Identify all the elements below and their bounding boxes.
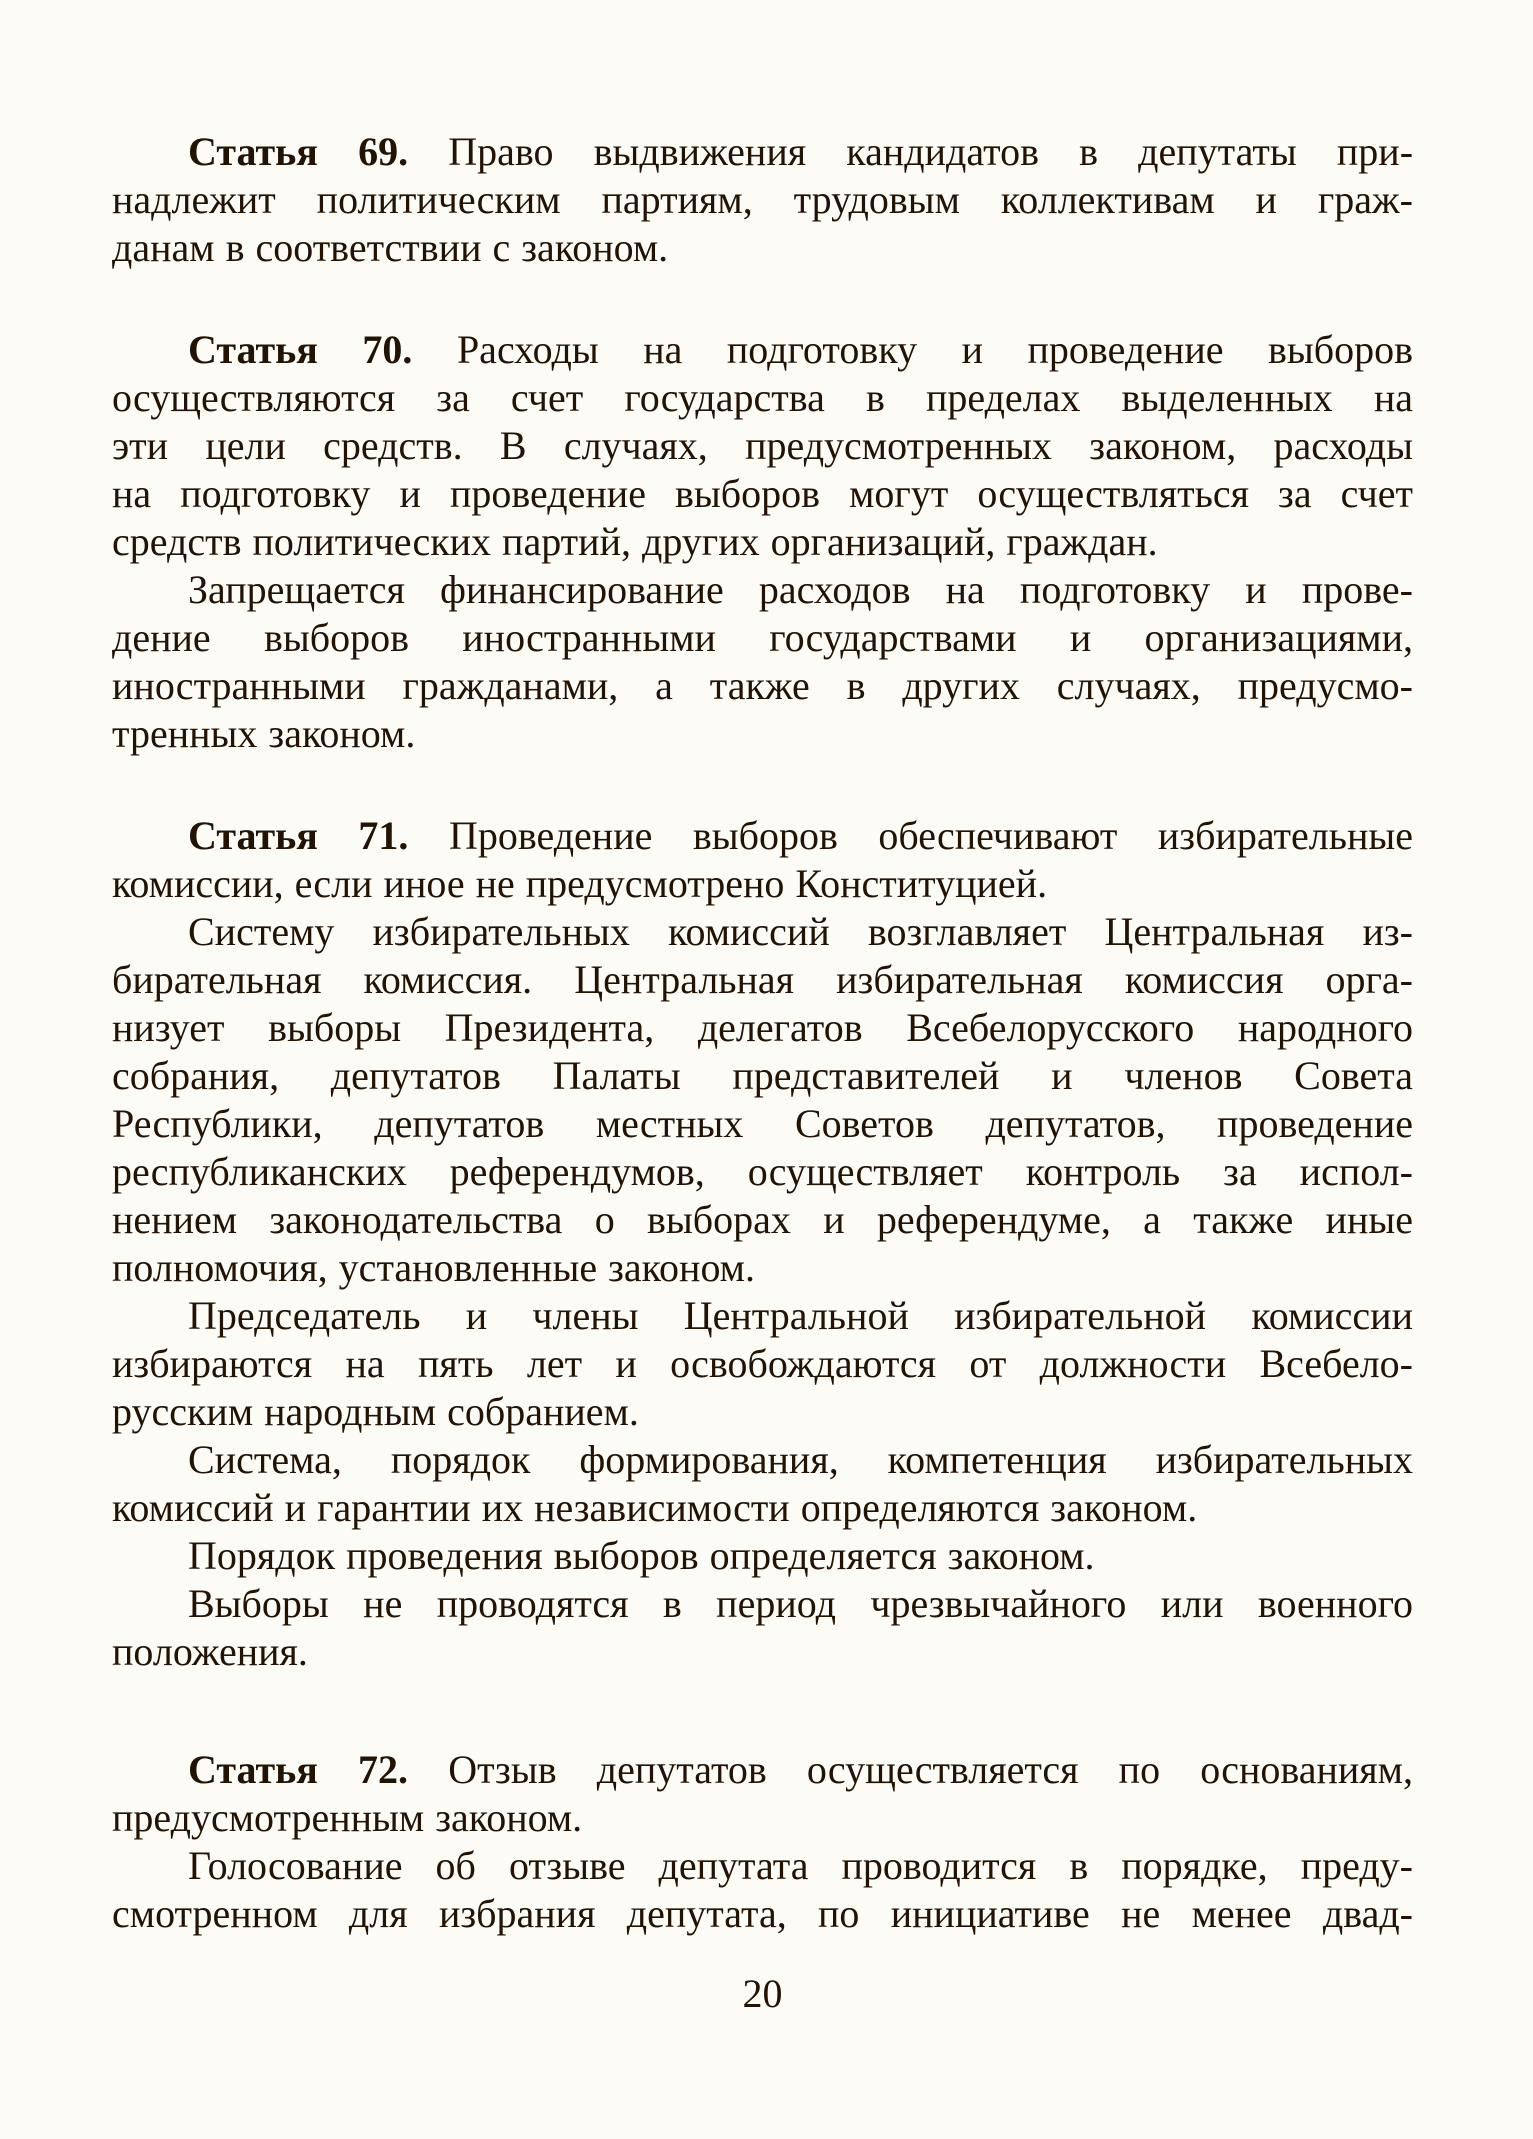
text-line: предусмотренным законом.: [112, 1795, 583, 1840]
text-line: Систему избирательных комиссий возглавляет Центральная из-: [188, 909, 1413, 954]
paragraph: [112, 1436, 1413, 1532]
text-line: бирательная комиссия. Центральная избирательная комиссия орга-: [112, 957, 1413, 1002]
text-run: Проведение выборов обеспечивают избирательные: [448, 813, 1414, 858]
text-line: на подготовку и проведение выборов могут осуществляться за счет: [112, 471, 1413, 516]
text-line: [112, 128, 1413, 176]
text-line: русским народным собранием.: [112, 1389, 639, 1434]
article-label: Статья 71.: [188, 813, 409, 858]
text-line: [112, 326, 1413, 374]
text-run: Право выдвижения кандидатов в депутаты при-: [448, 129, 1414, 174]
article-label: Статья 72.: [188, 1747, 409, 1792]
paragraph: [112, 326, 1413, 566]
article: [112, 128, 1413, 272]
article: [112, 1746, 1413, 1938]
text-line: [112, 1746, 1413, 1794]
text-line: эти цели средств. В случаях, предусмотренных законом, расходы: [112, 423, 1413, 468]
text-line: тренных законом.: [112, 711, 416, 756]
text-line: полномочия, установленные законом.: [112, 1245, 755, 1290]
text-block: [112, 128, 1413, 1938]
paragraph: [112, 1292, 1413, 1436]
text-line: данам в соответствии с законом.: [112, 225, 669, 270]
paragraph: [112, 1580, 1413, 1676]
paragraph: [112, 1532, 1413, 1580]
text-line: избираются на пять лет и освобождаются от должности Всебело-: [112, 1341, 1413, 1386]
text-line: дение выборов иностранными государствами и организациями,: [112, 615, 1413, 660]
text-line: [112, 812, 1413, 860]
text-line: комиссий и гарантии их независимости определяются законом.: [112, 1485, 1198, 1530]
text-line: Председатель и члены Центральной избирательной комиссии: [188, 1293, 1413, 1338]
text-line: положения.: [112, 1629, 308, 1674]
text-run: Расходы на подготовку и проведение выборов: [456, 327, 1414, 372]
page-number: 20: [742, 1971, 783, 2016]
text-line: средств политических партий, других организаций, граждан.: [112, 519, 1158, 564]
article: [112, 326, 1413, 758]
text-line: Выборы не проводятся в период чрезвычайного или военного: [188, 1581, 1413, 1626]
text-line: низует выборы Президента, делегатов Всебелорусского народного: [112, 1005, 1413, 1050]
paragraph: [112, 812, 1413, 908]
text-line: Запрещается финансирование расходов на подготовку и прове-: [188, 567, 1413, 612]
article: [112, 812, 1413, 1676]
text-line: надлежит политическим партиям, трудовым коллективам и граж-: [112, 177, 1413, 222]
text-line: комиссии, если иное не предусмотрено Конституцией.: [112, 861, 1048, 906]
text-line: республиканских референдумов, осуществляет контроль за испол-: [112, 1149, 1413, 1194]
text-line: Голосование об отзыве депутата проводится в порядке, преду-: [188, 1843, 1413, 1888]
article-label: Статья 70.: [188, 327, 413, 372]
paragraph: [112, 1842, 1413, 1938]
text-run: Отзыв депутатов осуществляется по основаниям,: [448, 1747, 1413, 1792]
text-line: Порядок проведения выборов определяется законом.: [188, 1533, 1095, 1578]
paragraph: [112, 128, 1413, 272]
text-line: собрания, депутатов Палаты представителей и членов Совета: [112, 1053, 1413, 1098]
paragraph: [112, 908, 1413, 1292]
text-line: осуществляются за счет государства в пределах выделенных на: [112, 375, 1413, 420]
text-line: смотренном для избрания депутата, по инициативе не менее двад-: [112, 1891, 1413, 1936]
text-line: нением законодательства о выборах и референдуме, а также иные: [112, 1197, 1413, 1242]
text-line: иностранными гражданами, а также в других случаях, предусмо-: [112, 663, 1413, 708]
text-line: Система, порядок формирования, компетенция избирательных: [188, 1437, 1413, 1482]
text-line: Республики, депутатов местных Советов депутатов, проведение: [112, 1101, 1413, 1146]
paragraph: [112, 1746, 1413, 1842]
article-label: Статья 69.: [188, 129, 409, 174]
paragraph: [112, 566, 1413, 758]
